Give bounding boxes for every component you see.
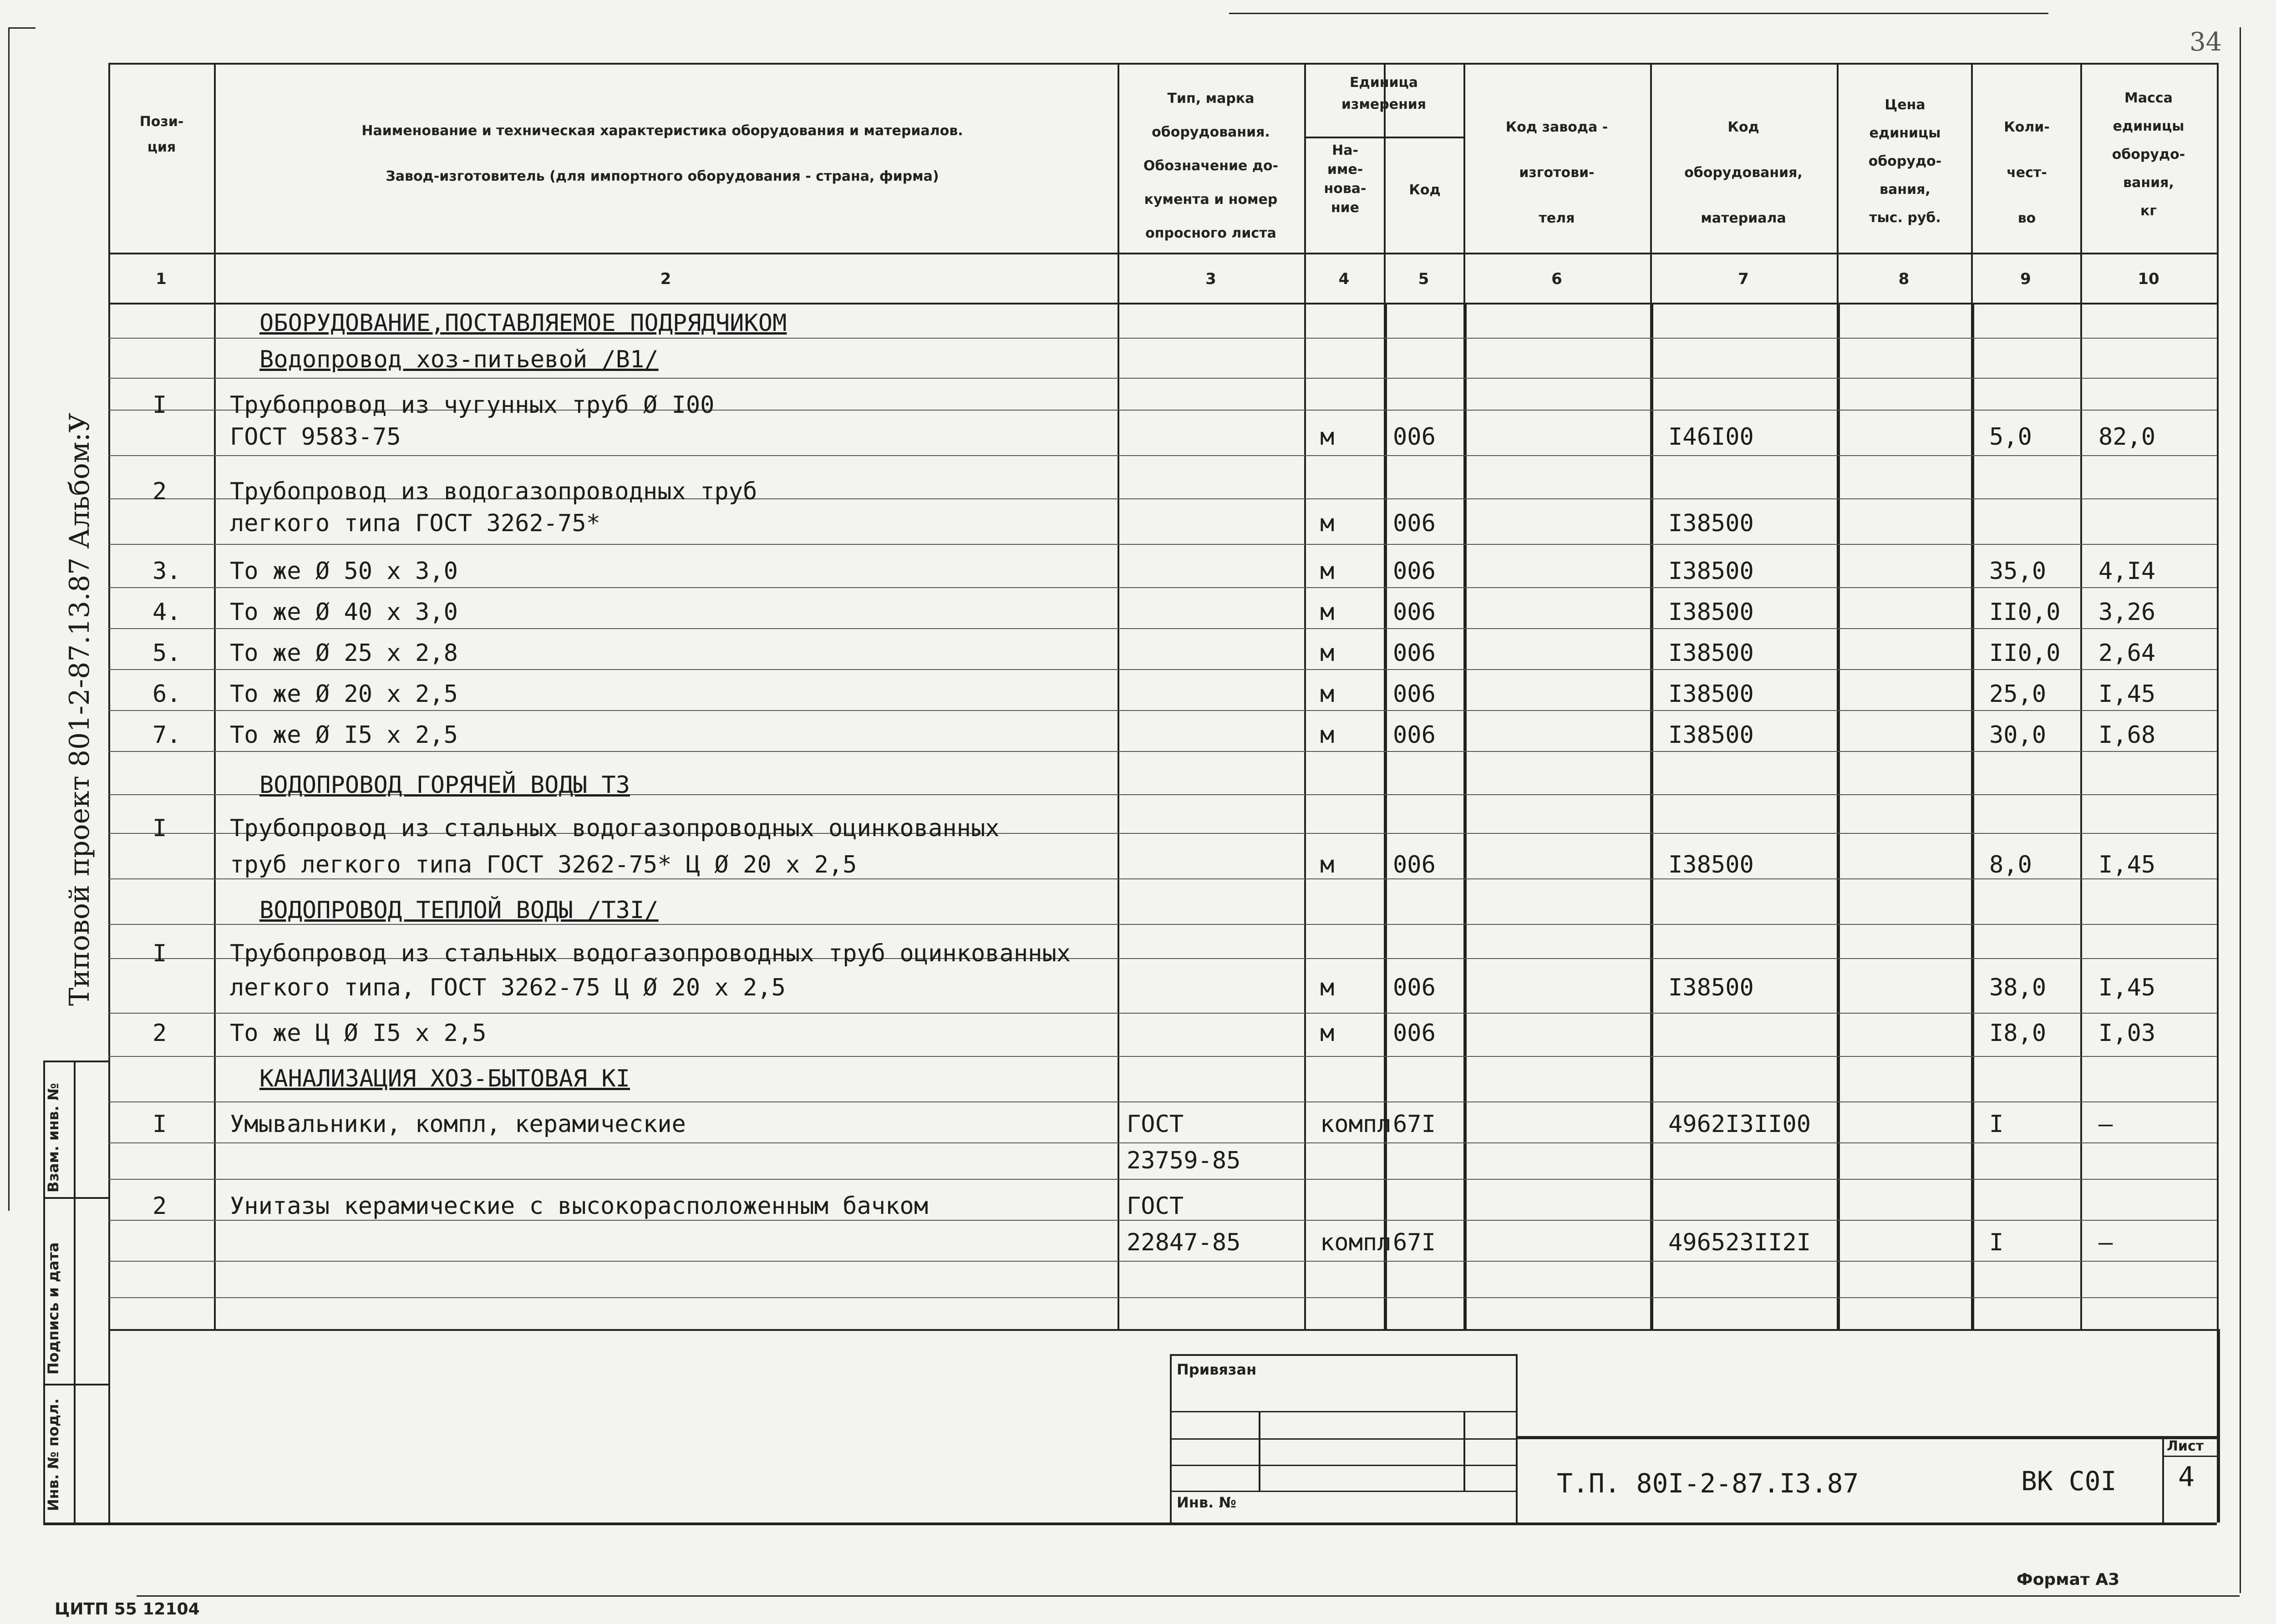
row-equipment-code: I38500 [1668, 680, 1754, 708]
row-unit: м [1320, 721, 1335, 749]
row-mass: – [2098, 1229, 2113, 1256]
row-quantity: I [1989, 1229, 2004, 1256]
row-unit-code: 67I [1393, 1111, 1436, 1138]
row-equipment-code: I38500 [1668, 721, 1754, 749]
bottom-left-border [108, 1329, 110, 1522]
row-mass: I,45 [2098, 851, 2156, 878]
code-column-thick-right [1463, 303, 1467, 1329]
row-gridline [108, 338, 2217, 339]
side-stamp-inv-podl: Инв. № подл. [45, 1398, 62, 1511]
row-position: 2 [152, 1020, 167, 1047]
row-type: ГОСТ [1127, 1111, 1184, 1138]
column-number: 8 [1898, 270, 1910, 288]
row-unit: м [1320, 851, 1335, 878]
row-unit: м [1320, 599, 1335, 626]
row-unit-code: 006 [1393, 510, 1436, 537]
equip-column-thick-right [1837, 303, 1840, 1329]
stamp-mark: ВК С0I [2021, 1466, 2117, 1497]
unit-subheader-border [1304, 137, 1463, 138]
row-unit: м [1320, 680, 1335, 708]
row-mass: I,45 [2098, 680, 2156, 708]
row-unit-code: 006 [1393, 558, 1436, 585]
section-heading: ОБОРУДОВАНИЕ,ПОСТАВЛЯЕМОЕ ПОДРЯДЧИКОМ [259, 310, 787, 337]
stamp-row-line [1170, 1411, 1516, 1412]
stamp-row-line [1170, 1438, 1516, 1440]
stamp-inv-no: Инв. № [1177, 1494, 1236, 1511]
row-gridline [108, 1013, 2217, 1014]
row-equipment-code: I38500 [1668, 974, 1754, 1001]
section-heading: ВОДОПРОВОД ГОРЯЧЕЙ ВОДЫ Т3 [259, 771, 630, 799]
column-number: 4 [1338, 270, 1350, 288]
row-position: 6. [152, 680, 181, 708]
section-heading: КАНАЛИЗАЦИЯ ХОЗ-БЫТОВАЯ КI [259, 1065, 630, 1092]
column-divider [1118, 63, 1119, 1329]
row-position: 4. [152, 599, 181, 626]
stamp-inner-v1 [1259, 1411, 1260, 1491]
row-gridline [108, 751, 2217, 752]
row-name: легкого типа ГОСТ 3262-75* [230, 510, 600, 537]
row-gridline [108, 1297, 2217, 1298]
row-equipment-code: I46I00 [1668, 423, 1754, 451]
row-equipment-code: 4962I3II00 [1668, 1111, 1811, 1138]
row-quantity: 35,0 [1989, 558, 2047, 585]
side-stamp-border-mid [74, 1061, 76, 1525]
side-stamp-border-left [43, 1061, 45, 1525]
row-unit-code: 006 [1393, 680, 1436, 708]
row-equipment-code: I38500 [1668, 639, 1754, 667]
side-stamp-vzam: Взам. инв. № [45, 1083, 62, 1193]
header-price: Цена единицы оборудо- вания, тыс. руб. [1868, 97, 1942, 226]
row-unit-code: 006 [1393, 599, 1436, 626]
sheet-box-left [2162, 1436, 2164, 1522]
row-gridline [108, 1261, 2217, 1262]
row-position: 2 [152, 1193, 167, 1220]
column-divider [214, 63, 216, 1329]
row-mass: I,03 [2098, 1020, 2156, 1047]
row-unit-code: 006 [1393, 974, 1436, 1001]
row-gridline [108, 544, 2217, 545]
row-mass: 2,64 [2098, 639, 2156, 667]
row-name: Трубопровод из стальных водогазопроводных оцинкованных [230, 815, 1000, 842]
row-position: 3. [152, 558, 181, 585]
row-mass: I,45 [2098, 974, 2156, 1001]
row-position: 2 [152, 478, 167, 505]
sheet-box-sep [2162, 1456, 2217, 1457]
row-position: I [152, 1111, 167, 1138]
column-divider [1304, 63, 1306, 1329]
row-position: I [152, 940, 167, 967]
row-gridline [108, 1056, 2217, 1057]
stamp-sheet-number: 4 [2178, 1461, 2195, 1493]
row-gridline [108, 878, 2217, 879]
table-top-border [108, 63, 2217, 65]
row-equipment-code: I38500 [1668, 510, 1754, 537]
format-label: Формат А3 [2017, 1570, 2120, 1589]
row-name: То же Ø 40 х 3,0 [230, 599, 458, 626]
column-number: 3 [1205, 270, 1216, 288]
page-number: 34 [2190, 27, 2222, 57]
column-number: 5 [1418, 270, 1429, 288]
side-stamp-podpis: Подпись и дата [45, 1242, 62, 1375]
side-stamp-sep1 [43, 1197, 108, 1199]
row-name: Трубопровод из водогазопроводных труб [230, 478, 757, 505]
bottom-frame-line [43, 1522, 2217, 1525]
row-name: То же Ø 25 х 2,8 [230, 639, 458, 667]
column-number: 10 [2138, 270, 2159, 288]
row-unit: м [1320, 510, 1335, 537]
right-frame [2240, 27, 2241, 1593]
row-gridline [108, 455, 2217, 456]
row-quantity: I [1989, 1111, 2004, 1138]
row-unit-code: 006 [1393, 423, 1436, 451]
header-equip-code: Код оборудования, материала [1684, 119, 1803, 226]
row-unit-code: 006 [1393, 851, 1436, 878]
row-equipment-code: I38500 [1668, 851, 1754, 878]
row-type: 22847-85 [1127, 1229, 1241, 1256]
title-block-top [1516, 1436, 2217, 1439]
section-heading: ВОДОПРОВОД ТЕПЛОЙ ВОДЫ /Т3I/ [259, 897, 659, 924]
stamp-row-line [1170, 1465, 1516, 1466]
row-quantity: II0,0 [1989, 599, 2061, 626]
row-name: Трубопровод из стальных водогазопроводных труб оцинкованных [230, 940, 1071, 967]
left-corner-mark [8, 27, 10, 1211]
row-mass: 4,I4 [2098, 558, 2156, 585]
row-name: Унитазы керамические с высокорасположенным бачком [230, 1193, 929, 1220]
row-unit: м [1320, 639, 1335, 667]
row-position: 5. [152, 639, 181, 667]
row-gridline [108, 587, 2217, 588]
colnum-bottom-border [108, 303, 2217, 304]
row-gridline [108, 924, 2217, 925]
stamp-privyazan: Привязан [1177, 1361, 1257, 1378]
code-column-thick-left [1384, 303, 1387, 1329]
equip-column-thick-left [1650, 303, 1653, 1329]
row-unit-code: 006 [1393, 1020, 1436, 1047]
row-gridline [108, 628, 2217, 629]
column-number: 2 [660, 270, 671, 288]
header-pos: Пози- ция [139, 114, 184, 155]
row-name: То же Ø 50 х 3,0 [230, 558, 458, 585]
row-quantity: 38,0 [1989, 974, 2047, 1001]
row-position: 7. [152, 721, 181, 749]
row-quantity: 5,0 [1989, 423, 2032, 451]
side-stamp-sep2 [43, 1384, 108, 1385]
side-stamp-top [43, 1061, 108, 1062]
bottom-right-border [2217, 1329, 2220, 1522]
header-bottom-border [108, 253, 2217, 254]
column-number: 7 [1738, 270, 1749, 288]
header-name: Наименование и техническая характеристика оборудования и материалов. Завод-изготовитель (для импортного оборудования - страна, фирма) [361, 123, 963, 184]
row-unit: м [1320, 974, 1335, 1001]
row-gridline [108, 1101, 2217, 1102]
column-number: 1 [156, 270, 167, 288]
row-name: легкого типа, ГОСТ 3262-75 Ц Ø 20 х 2,5 [230, 974, 786, 1001]
row-type: ГОСТ [1127, 1193, 1184, 1220]
row-position: I [152, 391, 167, 419]
row-gridline [108, 1179, 2217, 1180]
row-equipment-code: I38500 [1668, 599, 1754, 626]
header-unit: Единица измерения [1341, 75, 1427, 112]
column-divider [108, 63, 110, 1329]
row-unit: компл [1320, 1111, 1392, 1138]
side-title: Типовой проект 801-2-87.13.87 Альбом:У [64, 412, 96, 1006]
stamp-inner-v2 [1463, 1411, 1465, 1491]
qty-column-thick-left [1971, 303, 1974, 1329]
row-unit-code: 67I [1393, 1229, 1436, 1256]
row-quantity: 30,0 [1989, 721, 2047, 749]
row-quantity: II0,0 [1989, 639, 2061, 667]
stamp-doc-code: Т.П. 80I-2-87.I3.87 [1557, 1468, 1859, 1499]
footer-code: ЦИТП 55 12104 [55, 1600, 200, 1619]
row-position: I [152, 815, 167, 842]
row-name: То же Ø I5 х 2,5 [230, 721, 458, 749]
row-unit: м [1320, 558, 1335, 585]
row-unit: компл [1320, 1229, 1392, 1256]
row-name: труб легкого типа ГОСТ 3262-75* Ц Ø 20 х 2,5 [230, 851, 857, 878]
row-mass: 82,0 [2098, 423, 2156, 451]
row-unit: м [1320, 1020, 1335, 1047]
row-name: Умывальники, компл, керамические [230, 1111, 686, 1138]
row-name: То же Ø 20 х 2,5 [230, 680, 458, 708]
top-rule [1229, 13, 2048, 14]
row-mass: – [2098, 1111, 2113, 1138]
row-gridline [108, 1142, 2217, 1143]
row-mass: 3,26 [2098, 599, 2156, 626]
row-name: Трубопровод из чугунных труб Ø I00 [230, 391, 715, 419]
row-gridline [108, 378, 2217, 379]
row-quantity: 25,0 [1989, 680, 2047, 708]
bottom-frame [137, 1595, 2240, 1597]
stamp-sheet-label: Лист [2167, 1438, 2204, 1454]
row-unit: м [1320, 423, 1335, 451]
column-divider [2217, 63, 2219, 1329]
row-equipment-code: I38500 [1668, 558, 1754, 585]
row-unit-code: 006 [1393, 721, 1436, 749]
body-bottom-border [108, 1329, 2217, 1331]
header-factory: Код завода - изготови- теля [1505, 119, 1608, 226]
column-number: 6 [1551, 270, 1562, 288]
header-unit-code: Код [1409, 182, 1441, 198]
row-quantity: 8,0 [1989, 851, 2032, 878]
header-qty: Коли- чест- во [2004, 119, 2050, 226]
row-quantity: I8,0 [1989, 1020, 2047, 1047]
column-divider [2080, 63, 2082, 1329]
left-corner-top [8, 27, 36, 29]
header-type: Тип, марка оборудования. Обозначение до- кумента и номер опросного листа [1143, 91, 1279, 241]
row-unit-code: 006 [1393, 639, 1436, 667]
row-mass: I,68 [2098, 721, 2156, 749]
stamp-row-line [1170, 1491, 1516, 1492]
header-mass: Масса единицы оборудо- вания, кг [2112, 90, 2185, 219]
row-gridline [108, 1220, 2217, 1221]
row-name: ГОСТ 9583-75 [230, 423, 401, 451]
row-name: То же Ц Ø I5 х 2,5 [230, 1020, 487, 1047]
row-type: 23759-85 [1127, 1147, 1241, 1174]
column-number: 9 [2020, 270, 2031, 288]
row-equipment-code: 496523II2I [1668, 1229, 1811, 1256]
row-gridline [108, 669, 2217, 670]
header-unit-name: На- име- нова- ние [1324, 142, 1367, 216]
row-gridline [108, 710, 2217, 711]
stamp-top [1170, 1354, 1516, 1356]
section-heading: Водопровод хоз-питьевой /В1/ [259, 346, 659, 373]
